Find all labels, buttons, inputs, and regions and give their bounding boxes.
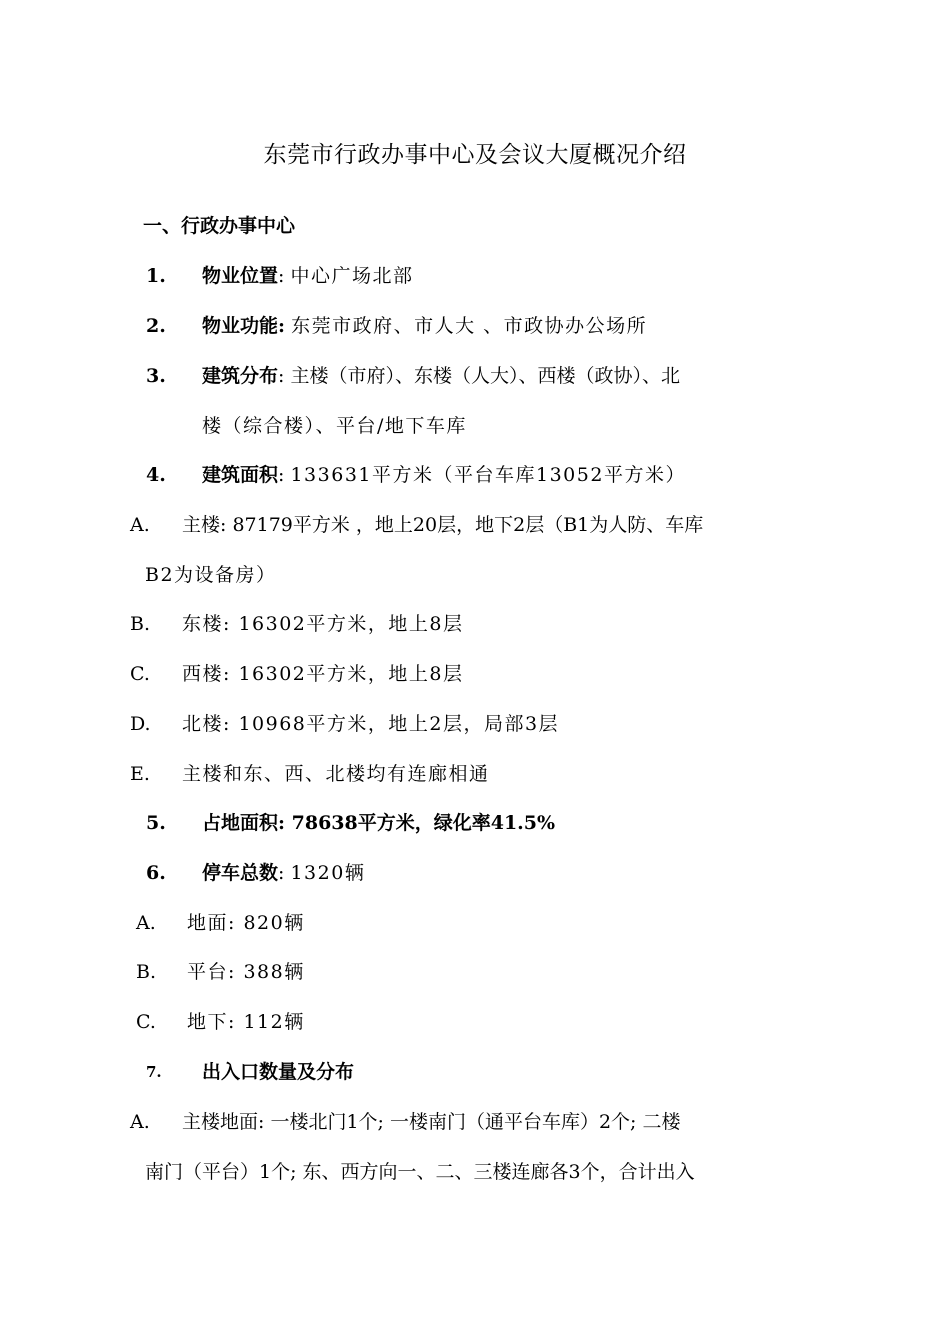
- sub-item-text: 西楼: 16302平方米，地上8层: [182, 663, 464, 685]
- item-row: [202, 264, 413, 288]
- sub-item-letter: E.: [130, 763, 150, 785]
- sub-item-text-continued: B2为设备房）: [145, 564, 277, 586]
- sub-item-text: 主楼地面: 一楼北门1个; 一楼南门（通平台车库）2个; 二楼: [182, 1111, 681, 1133]
- item-number: 4.: [146, 464, 166, 486]
- sub-item-text: 主楼和东、西、北楼均有连廊相通: [182, 763, 490, 785]
- sub-item-text-continued: 南门（平台）1个; 东、西方向一、二、三楼连廊各3个，合计出入: [145, 1161, 695, 1183]
- item-separator: :: [278, 464, 285, 486]
- sub-item-letter: A.: [136, 912, 156, 934]
- item-row: [202, 463, 686, 487]
- item-label: 建筑面积: [202, 464, 279, 486]
- item-label: 停车总数: [202, 862, 279, 884]
- item-value-continued: 楼（综合楼）、平台/地下车库: [202, 415, 467, 437]
- sub-item-letter: C.: [136, 1011, 156, 1033]
- document-title: 东莞市行政办事中心及会议大厦概况介绍: [263, 142, 687, 168]
- sub-item-text: 地面: 820辆: [187, 912, 305, 934]
- sub-item-letter: A.: [130, 1111, 150, 1133]
- item-label: 建筑分布: [202, 365, 279, 387]
- item-separator: :: [278, 365, 285, 387]
- item-number: 6.: [146, 862, 166, 884]
- item-number: 5.: [146, 812, 166, 834]
- item-label: 物业位置: [202, 265, 279, 287]
- item-number: 7.: [146, 1063, 162, 1081]
- item-value: 东莞市政府、市人大 、市政协办公场所: [291, 315, 648, 337]
- item-label: 出入口数量及分布: [202, 1061, 355, 1083]
- sub-item-letter: B.: [130, 613, 151, 635]
- item-separator: :: [278, 862, 285, 884]
- item-row: [202, 364, 680, 388]
- item-row: [202, 314, 647, 338]
- sub-item-letter: D.: [130, 713, 151, 735]
- sub-item-text: 北楼: 10968平方米，地上2层，局部3层: [182, 713, 560, 735]
- item-separator: :: [278, 265, 285, 287]
- sub-item-letter: C.: [130, 663, 150, 685]
- sub-item-letter: B.: [136, 961, 157, 983]
- item-label: 物业功能:: [202, 315, 286, 337]
- section-heading: 一、行政办事中心: [143, 215, 296, 237]
- item-number: 1.: [146, 265, 166, 287]
- item-number: 2.: [146, 315, 166, 337]
- sub-item-text: 平台: 388辆: [187, 961, 305, 983]
- item-row: [202, 861, 365, 885]
- item-value: 中心广场北部: [290, 265, 414, 287]
- item-value: 主楼（市府）、东楼（人大）、西楼（政协）、北: [290, 365, 680, 387]
- item-value: 1320辆: [290, 862, 366, 884]
- item-number: 3.: [146, 365, 166, 387]
- sub-item-letter: A.: [130, 514, 150, 536]
- item-text: 占地面积: 78638平方米，绿化率41.5%: [202, 812, 556, 834]
- sub-item-text: 东楼: 16302平方米，地上8层: [182, 613, 464, 635]
- sub-item-text: 地下: 112辆: [187, 1011, 305, 1033]
- sub-item-text: 主楼: 87179平方米 ，地上20层，地下2层（B1为人防、车库: [182, 514, 704, 536]
- item-value: 133631平方米（平台车库13052平方米）: [290, 464, 686, 486]
